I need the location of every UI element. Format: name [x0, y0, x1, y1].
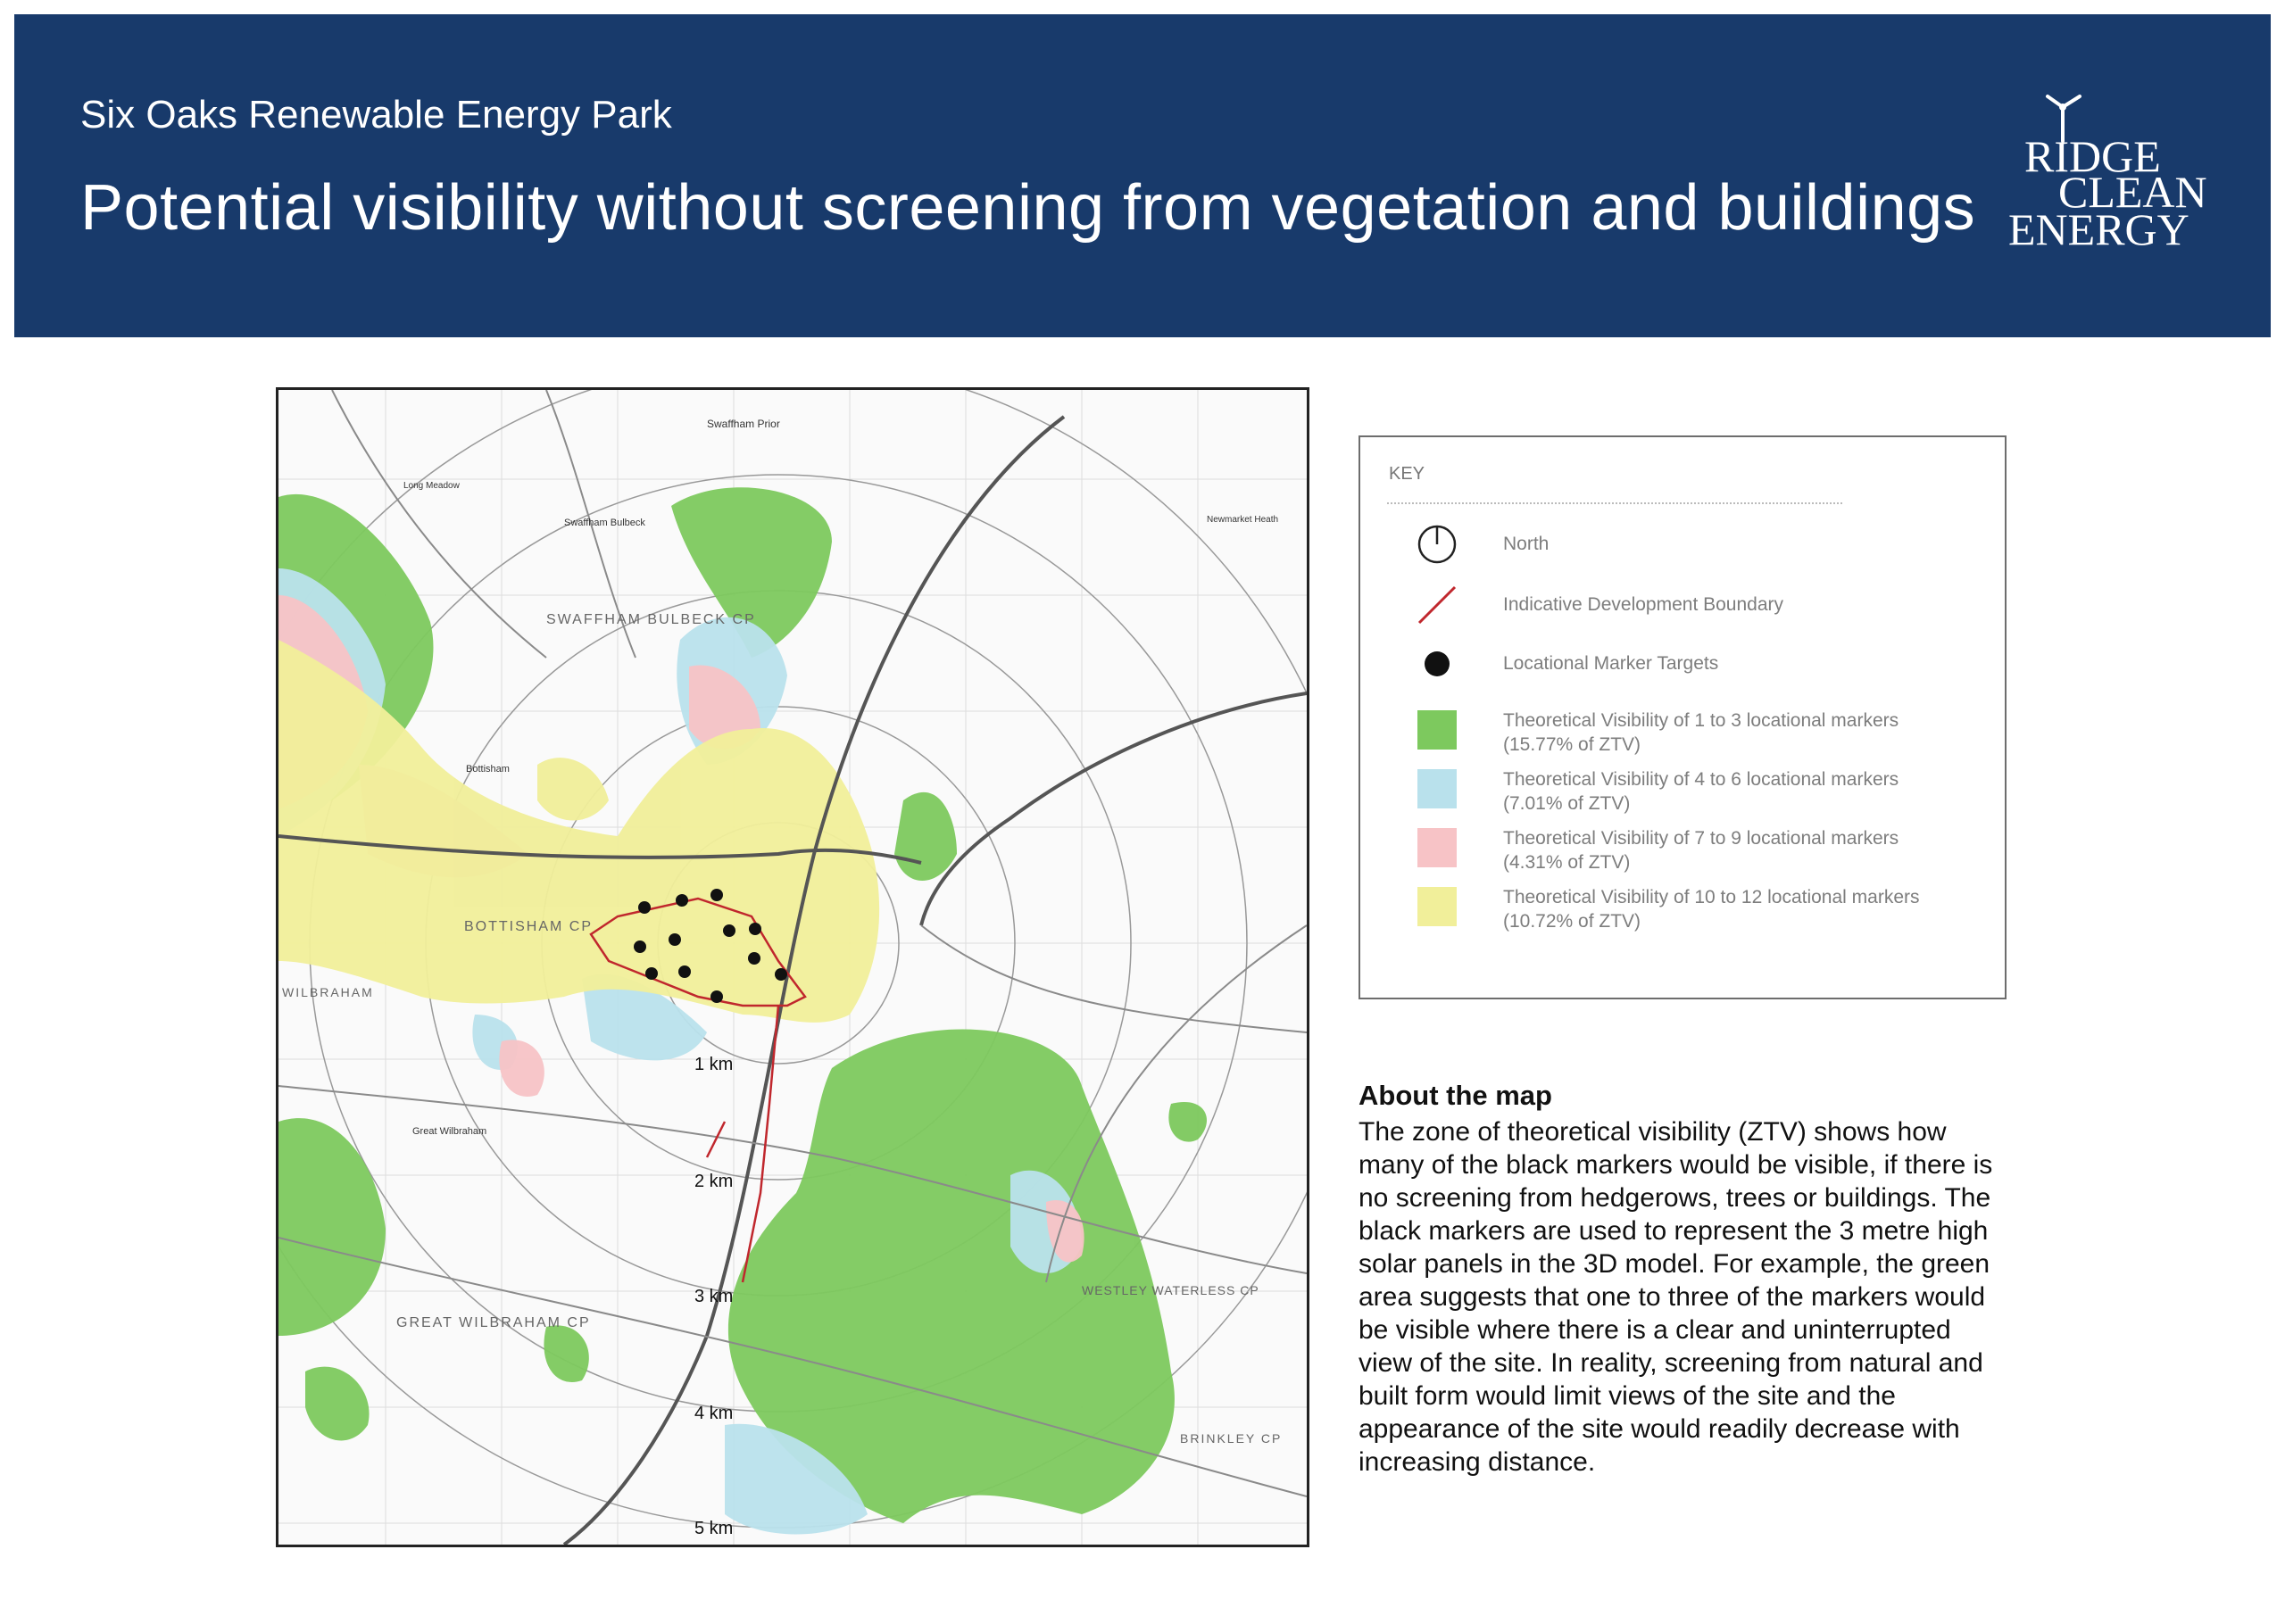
- swatch-blue: [1417, 769, 1457, 808]
- label-swaffham-bulbeck-cp: SWAFFHAM BULBECK CP: [546, 612, 756, 627]
- header-banner: [14, 14, 2271, 337]
- key-label-zone-7-9: [1503, 826, 1899, 874]
- swatch-pink: [1417, 828, 1457, 867]
- north-icon: [1416, 523, 1458, 566]
- key-divider: [1387, 502, 1842, 504]
- black-dot-icon: [1416, 642, 1458, 685]
- label-great-wilbraham-cp: GREAT WILBRAHAM CP: [396, 1315, 591, 1330]
- key-label-zone-10-12: [1503, 885, 1920, 933]
- label-brinkley-cp: BRINKLEY CP: [1180, 1431, 1283, 1446]
- locational-marker: [710, 990, 723, 1003]
- key-label-zone-4-6: [1503, 767, 1899, 816]
- locational-marker: [645, 967, 658, 980]
- key-label-zone-1-3: [1503, 708, 1899, 757]
- map-canvas: [278, 390, 1307, 1545]
- about-section: [1359, 1080, 2001, 1479]
- distance-label-1km: 1 km: [694, 1055, 734, 1074]
- key-item-boundary: [1360, 584, 1985, 641]
- key-zone-7-9-percent: (4.31% of ZTV): [1503, 852, 1631, 873]
- label-great-wilbraham: Great Wilbraham: [412, 1126, 487, 1137]
- key-zone-10-12-percent: (10.72% of ZTV): [1503, 911, 1641, 932]
- distance-label-3km: 3 km: [694, 1287, 734, 1306]
- distance-label-5km: 5 km: [694, 1519, 734, 1538]
- locational-marker: [748, 952, 760, 965]
- key-item-north: [1360, 523, 1985, 580]
- label-bottisham: Bottisham: [466, 764, 510, 775]
- swatch-green: [1417, 710, 1457, 750]
- key-zone-4-6-text: Theoretical Visibility of 4 to 6 locational markers: [1503, 769, 1899, 790]
- locational-marker: [678, 965, 691, 978]
- svg-text:RIDGE: RIDGE: [2024, 131, 2161, 181]
- key-zone-1-3-text: Theoretical Visibility of 1 to 3 locational markers: [1503, 710, 1899, 731]
- key-zone-7-9-text: Theoretical Visibility of 7 to 9 locational markers: [1503, 828, 1899, 849]
- label-swaffham-bulbeck: Swaffham Bulbeck: [564, 518, 645, 528]
- about-title: About the map: [1359, 1080, 1552, 1111]
- about-body: The zone of theoretical visibility (ZTV) shows how many of the black markers would be visible, if there is no screening from hedgerows, trees or buildings. The black markers are used to represent the 3 metre high solar panels in the 3D model. For example, the green area suggests that one to three of the markers would be visible where there is a clear and uninterrupted view of the site. In reality, screening from natural and built form would limit views of the site and the appearance of the site would readily decrease with increasing distance.: [1359, 1117, 1993, 1477]
- locational-marker: [749, 923, 761, 935]
- page-title: Potential visibility without screening from vegetation and buildings: [80, 172, 1976, 244]
- distance-label-4km: 4 km: [694, 1404, 734, 1423]
- map-key: [1359, 435, 2007, 999]
- key-item-zone-4-6: [1360, 767, 1985, 824]
- key-item-zone-1-3: [1360, 708, 1985, 766]
- key-label-north: North: [1503, 534, 1550, 554]
- key-label-markers: Locational Marker Targets: [1503, 653, 1719, 674]
- ridge-clean-energy-logo: [2005, 89, 2228, 277]
- label-wilbraham: WILBRAHAM: [282, 985, 374, 999]
- red-line-icon: [1416, 584, 1458, 626]
- locational-marker: [710, 889, 723, 901]
- ztv-map: [276, 387, 1309, 1547]
- label-westley-waterless-cp: WESTLEY WATERLESS CP: [1082, 1283, 1259, 1297]
- svg-text:ENERGY: ENERGY: [2008, 204, 2189, 254]
- svg-text:CLEAN: CLEAN: [2058, 167, 2207, 217]
- key-label-boundary: Indicative Development Boundary: [1503, 594, 1784, 615]
- label-swaffham-prior: Swaffham Prior: [707, 418, 780, 430]
- key-item-zone-10-12: [1360, 885, 1985, 942]
- label-newmarket-heath: Newmarket Heath: [1207, 515, 1279, 525]
- key-title: KEY: [1389, 464, 1425, 484]
- locational-marker: [634, 940, 646, 953]
- swatch-yellow: [1417, 887, 1457, 926]
- distance-label-2km: 2 km: [694, 1172, 734, 1191]
- locational-marker: [676, 894, 688, 907]
- project-subtitle: Six Oaks Renewable Energy Park: [80, 93, 672, 137]
- locational-marker: [723, 924, 735, 937]
- key-item-zone-7-9: [1360, 826, 1985, 883]
- locational-marker: [669, 933, 681, 946]
- key-zone-4-6-percent: (7.01% of ZTV): [1503, 793, 1631, 814]
- key-zone-10-12-text: Theoretical Visibility of 10 to 12 locational markers: [1503, 887, 1920, 907]
- label-long-meadow: Long Meadow: [403, 481, 460, 491]
- label-bottisham-cp: BOTTISHAM CP: [464, 919, 594, 934]
- locational-marker: [638, 901, 651, 914]
- locational-marker: [775, 968, 787, 981]
- key-zone-1-3-percent: (15.77% of ZTV): [1503, 734, 1641, 755]
- key-item-markers: [1360, 642, 1985, 700]
